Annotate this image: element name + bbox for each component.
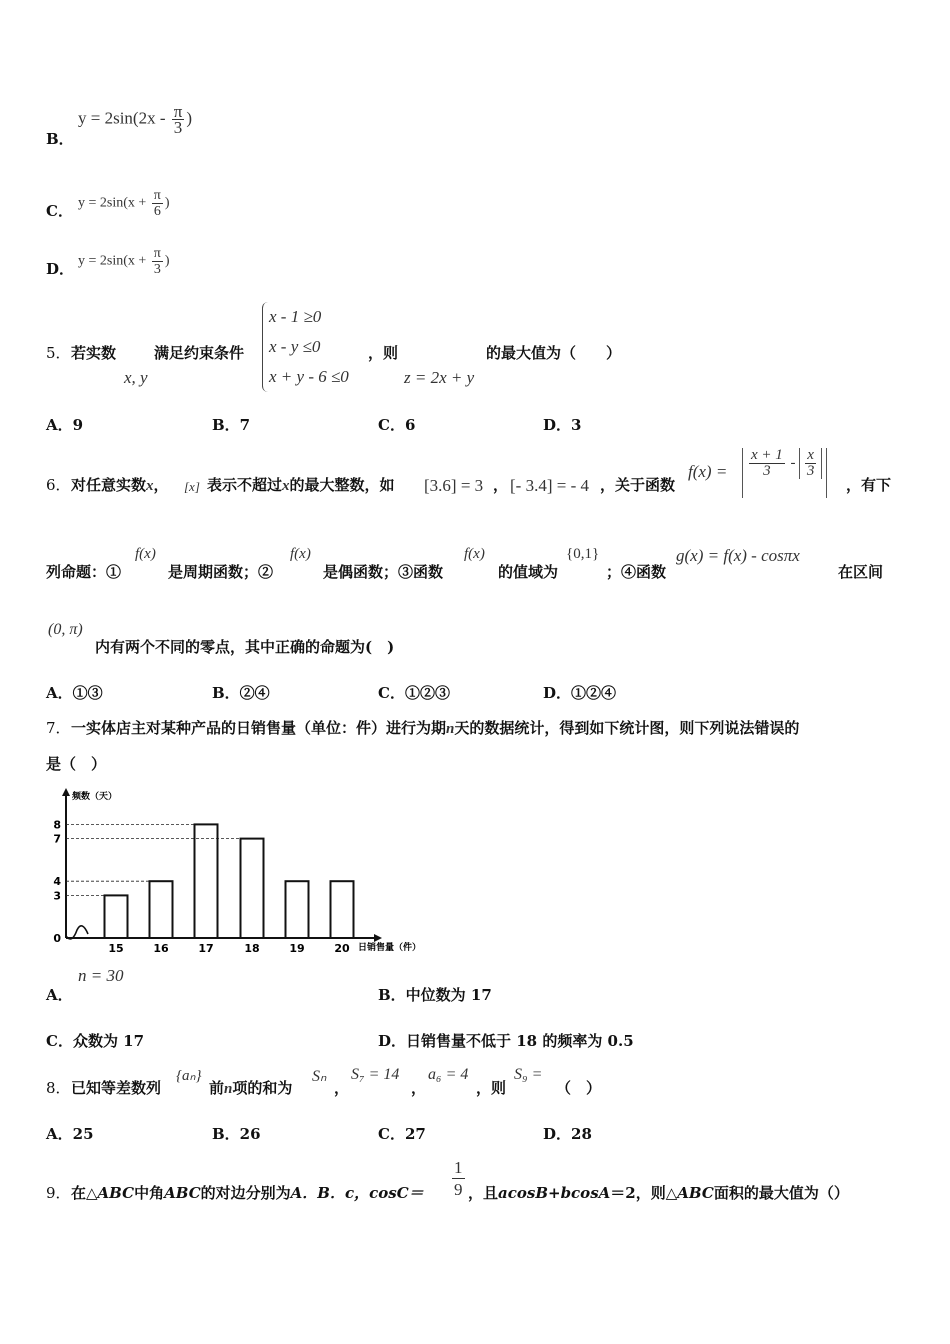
q9-number: 9． bbox=[46, 1184, 71, 1202]
q4-option-d-label: D． bbox=[46, 260, 75, 278]
q8-s7: S₇ = 14 bbox=[351, 1066, 400, 1083]
fraction-numerator: 1 bbox=[454, 1158, 463, 1177]
q6-g-function: g(x) = f(x) - cosπx bbox=[676, 546, 800, 565]
q9-text-part: 中角 bbox=[134, 1184, 165, 1202]
q6-text: 对任意实数 bbox=[71, 476, 147, 494]
y-tick-label: 7 bbox=[53, 832, 61, 846]
q5-vars: x, y bbox=[124, 368, 148, 387]
x-tick-label: 19 bbox=[289, 942, 305, 955]
q6-line1-d: ，关于函数 bbox=[600, 476, 676, 494]
q6-function-def bbox=[688, 462, 727, 482]
bar-15 bbox=[105, 895, 128, 938]
y-tick-label: 3 bbox=[53, 889, 61, 903]
y-axis-label: 频数（天） bbox=[72, 792, 118, 802]
q5-objective: z = 2x + y bbox=[404, 368, 475, 387]
q9-triangle-2: ABC bbox=[677, 1184, 714, 1202]
q9-text-part: ＝2，则△ bbox=[610, 1184, 678, 1202]
fraction-denominator: 3 bbox=[806, 463, 815, 479]
q6-line3: 内有两个不同的零点，其中正确的命题为( ) bbox=[95, 638, 395, 656]
fraction bbox=[152, 188, 163, 219]
q5-text-4: 的最大值为（ ） bbox=[486, 344, 622, 362]
q6-line2-a: 列命题：① bbox=[46, 563, 122, 581]
variable-x: x bbox=[282, 478, 290, 494]
q7-option-a-label: A． bbox=[46, 986, 73, 1004]
bar-16 bbox=[150, 881, 173, 938]
q9-text-part: 面积的最大值为（） bbox=[713, 1184, 849, 1202]
formula-close: ) bbox=[164, 253, 170, 269]
q9-sides: A．B．c，cosC＝ bbox=[290, 1184, 424, 1202]
inner-floor-bracket bbox=[799, 448, 822, 479]
q8-option-a: A．25 bbox=[46, 1125, 94, 1143]
q8-a6: a₆ = 4 bbox=[428, 1066, 469, 1083]
q8-option-d: D．28 bbox=[543, 1125, 592, 1143]
q8-comma-2: ， bbox=[411, 1079, 427, 1097]
q6-floor-x: [x] bbox=[184, 479, 200, 494]
q5-number: 5． bbox=[46, 344, 71, 362]
q8-text-2 bbox=[209, 1077, 292, 1098]
q6-f-3: f(x) bbox=[464, 546, 485, 562]
q5-constraint-1: x - 1 ≥0 bbox=[269, 307, 322, 326]
q8-option-c: C．27 bbox=[378, 1125, 426, 1143]
q7-line2: 是（ ） bbox=[46, 755, 107, 773]
bar-17 bbox=[195, 824, 218, 938]
q6-interval: (0, π) bbox=[48, 621, 83, 638]
q9-triangle: ABC bbox=[97, 1184, 135, 1202]
q6-line2-e: ；④函数 bbox=[606, 563, 667, 581]
q6-option-b: B．②④ bbox=[212, 684, 270, 702]
q8-option-b: B．26 bbox=[212, 1125, 261, 1143]
q6-comma: ， bbox=[493, 476, 509, 494]
fraction-numerator: π bbox=[153, 246, 161, 261]
function-label: f(x) = bbox=[688, 462, 728, 481]
x-axis-label: 日销售量（件） bbox=[358, 943, 422, 953]
variable-x: x bbox=[146, 478, 154, 494]
q9-text-part: ，且 bbox=[468, 1184, 499, 1202]
q4-option-b-label: B． bbox=[46, 130, 74, 148]
comma: ， bbox=[153, 476, 169, 494]
fraction-denominator: 3 bbox=[153, 262, 161, 277]
formula-close: ) bbox=[164, 195, 170, 211]
q8-sum-sn: Sₙ bbox=[312, 1068, 327, 1085]
q5-text-3: ，则 bbox=[368, 344, 399, 362]
q7-option-a-expr: n = 30 bbox=[78, 966, 124, 985]
q8-comma-1: ， bbox=[334, 1079, 350, 1097]
q6-number: 6． bbox=[46, 476, 71, 494]
q6-line2-c: 是偶函数；③函数 bbox=[323, 563, 444, 581]
q7-option-c: C．众数为 17 bbox=[46, 1032, 145, 1050]
q8-number: 8． bbox=[46, 1079, 71, 1097]
x-tick-label: 15 bbox=[108, 942, 124, 955]
q4-option-b-formula bbox=[78, 104, 192, 135]
q8-text-1: 已知等差数列 bbox=[71, 1079, 162, 1097]
formula-close: ) bbox=[186, 108, 193, 128]
q5-constraint-system bbox=[262, 302, 349, 392]
fraction-numerator: x bbox=[807, 447, 814, 463]
q5-option-d: D．3 bbox=[543, 416, 582, 434]
q6-example-2: [- 3.4] = - 4 bbox=[510, 476, 589, 495]
q8-sequence: {aₙ} bbox=[176, 1068, 202, 1084]
q7-number: 7． bbox=[46, 719, 71, 737]
variable-n: n bbox=[446, 721, 455, 737]
q8-text-5: （ ） bbox=[556, 1079, 602, 1097]
q7-line1 bbox=[71, 717, 799, 738]
q8-s9: S₉ = bbox=[514, 1066, 543, 1083]
x-tick-label: 18 bbox=[244, 942, 260, 955]
q7-option-d: D．日销售量不低于 18 的频率为 0.5 bbox=[378, 1032, 634, 1050]
q6-option-a: A．①③ bbox=[46, 684, 103, 702]
fraction bbox=[172, 104, 185, 135]
q5-option-c: C．6 bbox=[378, 416, 416, 434]
q6-line1 bbox=[71, 474, 169, 495]
q7-option-b: B．中位数为 17 bbox=[378, 986, 492, 1004]
formula-text: y = 2sin(x + bbox=[78, 253, 147, 269]
q6-f-2: f(x) bbox=[290, 546, 311, 562]
fraction-denominator: 3 bbox=[173, 118, 183, 137]
q9-angles: ABC bbox=[164, 1184, 201, 1202]
q8-text-4: ，则 bbox=[476, 1079, 507, 1097]
q9-text-part: 在△ bbox=[71, 1184, 98, 1202]
fraction bbox=[805, 448, 816, 479]
q5-option-b: B．7 bbox=[212, 416, 251, 434]
q6-option-d: D．①②④ bbox=[543, 684, 617, 702]
y-tick-label: 4 bbox=[53, 875, 61, 889]
q6-option-c: C．①②③ bbox=[378, 684, 450, 702]
q6-text: 表示不超过 bbox=[207, 476, 283, 494]
fraction bbox=[152, 246, 163, 277]
y-tick-label: 8 bbox=[53, 818, 61, 832]
q4-option-c-formula bbox=[78, 188, 170, 219]
q5-constraint-3: x + y - 6 ≤0 bbox=[269, 367, 349, 386]
fraction-denominator: 6 bbox=[153, 204, 161, 219]
variable-n: n bbox=[224, 1081, 233, 1097]
q6-text: 的最大整数，如 bbox=[289, 476, 395, 494]
bar-20 bbox=[331, 881, 354, 938]
q6-example-1: [3.6] = 3 bbox=[424, 476, 484, 495]
q9-condition: acosB+bcosA bbox=[498, 1184, 611, 1202]
formula-text: y = 2sin(2x - bbox=[78, 108, 166, 128]
q6-f-1: f(x) bbox=[135, 546, 156, 562]
x-tick-label: 17 bbox=[198, 942, 214, 955]
q6-line1-e: ，有下 bbox=[846, 476, 892, 494]
y-axis-arrow bbox=[62, 788, 70, 796]
x-tick-label: 16 bbox=[153, 942, 169, 955]
q8-text: 前 bbox=[209, 1079, 225, 1097]
q7-text: 一实体店主对某种产品的日销售量（单位：件）进行为期 bbox=[71, 719, 447, 737]
x-tick-label: 20 bbox=[334, 942, 350, 955]
fraction-numerator: π bbox=[173, 102, 183, 121]
bar-19 bbox=[286, 881, 309, 938]
axis-break-mark bbox=[66, 926, 88, 939]
q9-text-part: 的对边分别为 bbox=[200, 1184, 291, 1202]
formula-text: y = 2sin(x + bbox=[78, 195, 147, 211]
q6-line2-b: 是周期函数；② bbox=[168, 563, 274, 581]
q9-text bbox=[71, 1182, 424, 1203]
q4-option-d-formula bbox=[78, 246, 170, 277]
fraction-numerator: x + 1 bbox=[751, 447, 783, 463]
sales-frequency-chart bbox=[44, 786, 444, 958]
q6-range: {0,1} bbox=[566, 546, 600, 562]
fraction-numerator: π bbox=[153, 188, 161, 203]
q6-line2-d: 的值域为 bbox=[498, 563, 559, 581]
fraction-denominator: 9 bbox=[454, 1180, 463, 1199]
q9-text-2 bbox=[468, 1182, 849, 1203]
fraction bbox=[452, 1158, 465, 1201]
q8-text: 项的和为 bbox=[232, 1079, 293, 1097]
q9-fraction bbox=[450, 1158, 467, 1201]
minus-sign: - bbox=[790, 454, 796, 471]
fraction bbox=[749, 448, 785, 479]
q5-text-1: 若实数 bbox=[71, 344, 117, 362]
x-axis-arrow bbox=[374, 934, 382, 942]
q5-text-2: 满足约束条件 bbox=[154, 344, 245, 362]
q6-line2-f: 在区间 bbox=[838, 563, 884, 581]
y-tick-label: 0 bbox=[53, 932, 61, 945]
q4-option-c-label: C． bbox=[46, 202, 73, 220]
q5-constraint-2: x - y ≤0 bbox=[269, 337, 321, 356]
bar-18 bbox=[241, 839, 264, 938]
q7-text: 天的数据统计，得到如下统计图，则下列说法错误的 bbox=[454, 719, 800, 737]
fraction-denominator: 3 bbox=[763, 463, 771, 479]
q5-option-a: A．9 bbox=[46, 416, 84, 434]
q6-floor-bracket bbox=[742, 448, 827, 498]
q6-line1-b bbox=[207, 474, 395, 495]
